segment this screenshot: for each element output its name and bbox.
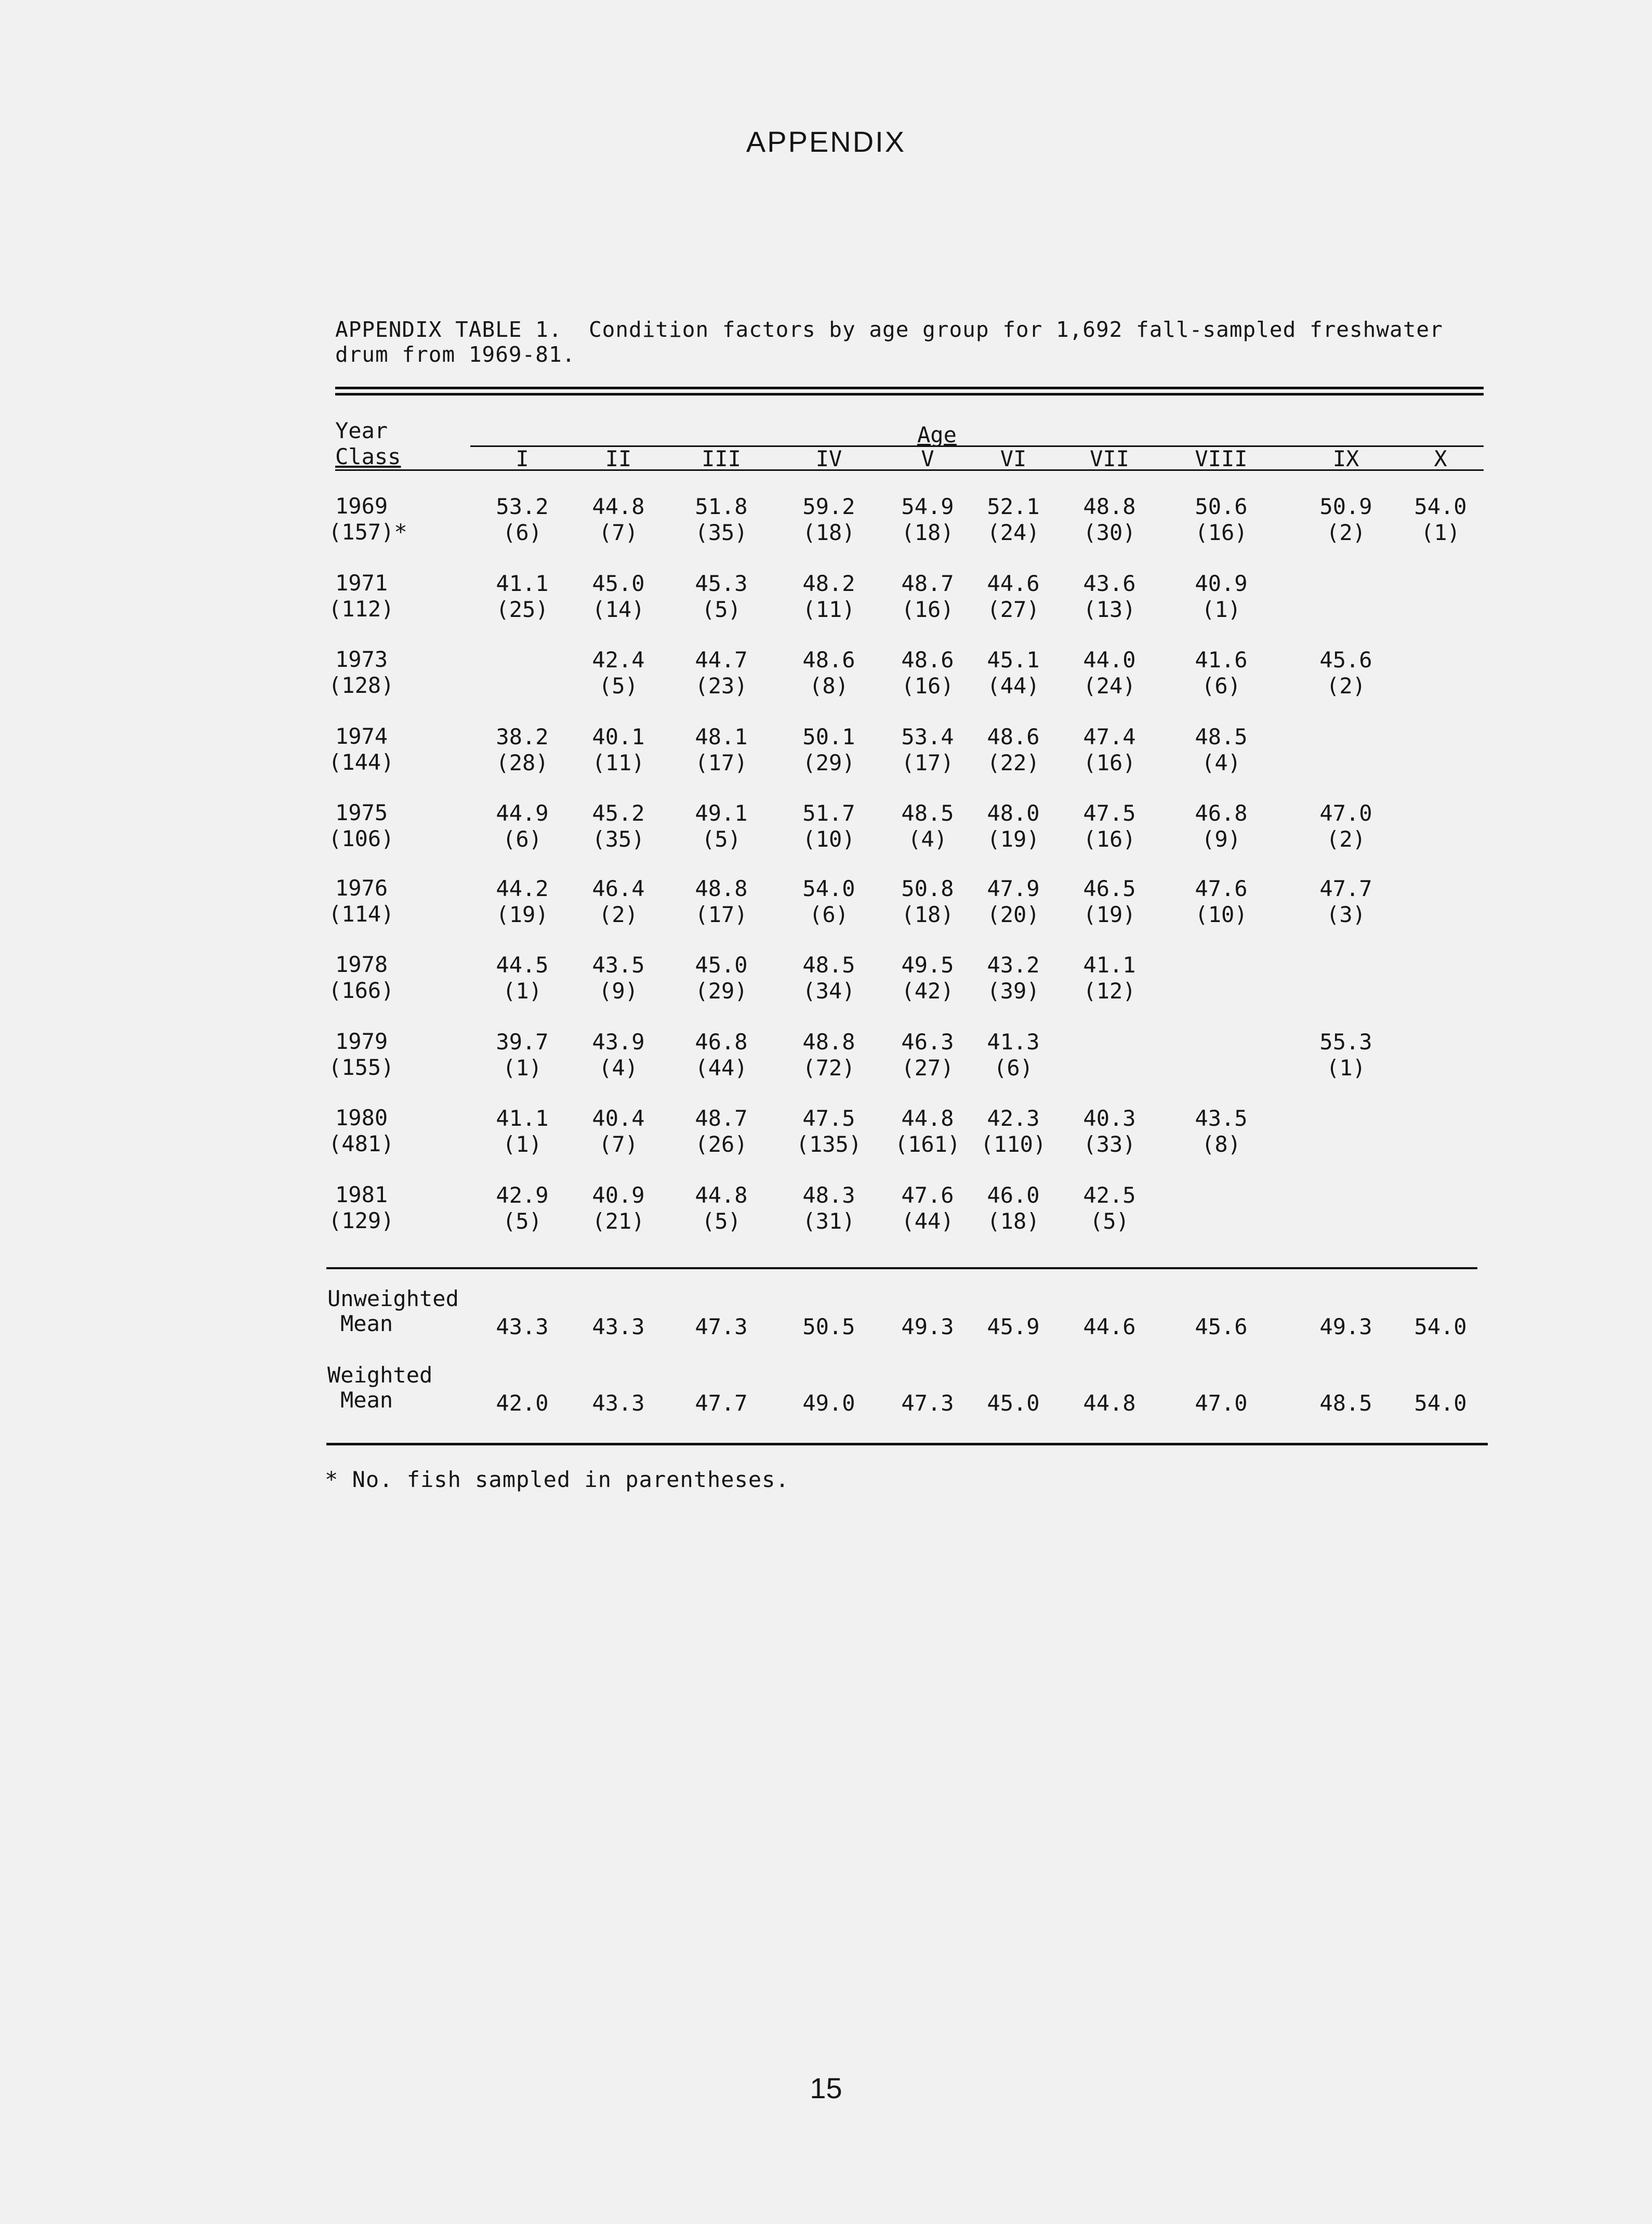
sample-count: (4): [1201, 750, 1241, 775]
sample-count: (10): [1195, 902, 1248, 927]
year-class-count: (166): [328, 978, 394, 1003]
sample-count: (18): [901, 520, 954, 545]
age-column-header: VIII: [1195, 446, 1248, 471]
condition-factor: 54.9: [901, 494, 954, 519]
condition-factor: 55.3: [1319, 1029, 1372, 1055]
mean-value: 47.0: [1195, 1390, 1248, 1416]
sample-count: (18): [901, 902, 954, 927]
sample-count: (34): [802, 978, 855, 1004]
year-class: 1980: [335, 1105, 388, 1130]
sample-count: (44): [901, 1208, 954, 1234]
condition-factor: 46.4: [592, 876, 645, 901]
condition-factor: 53.2: [496, 494, 549, 519]
sample-count: (161): [894, 1131, 961, 1157]
mean-value: 50.5: [802, 1314, 855, 1339]
sample-count: (10): [802, 826, 855, 852]
condition-factor: 42.5: [1083, 1182, 1136, 1208]
condition-factor: 48.7: [901, 571, 954, 596]
sample-count: (16): [1195, 520, 1248, 545]
sample-count: (35): [592, 826, 645, 852]
sample-count: (16): [1083, 826, 1136, 852]
condition-factor: 43.9: [592, 1029, 645, 1055]
sample-count: (135): [796, 1131, 862, 1157]
condition-factor: 47.4: [1083, 724, 1136, 749]
table-caption: APPENDIX TABLE 1. Condition factors by age group for 1,692 fall-sampled freshwater drum from 1969-81.: [335, 317, 1457, 367]
sample-count: (12): [1083, 978, 1136, 1004]
mean-label: Unweighted: [327, 1286, 459, 1311]
mean-label: Weighted: [327, 1362, 433, 1388]
age-header: Age: [917, 422, 957, 448]
sample-count: (8): [809, 673, 849, 699]
sample-count: (2): [1326, 826, 1366, 852]
condition-factor: 48.8: [802, 1029, 855, 1055]
bottom-rule: [326, 1443, 1488, 1445]
mean-value: 49.3: [1319, 1314, 1372, 1339]
top-double-rule-2: [335, 393, 1484, 396]
condition-factor: 44.5: [496, 952, 549, 978]
sample-count: (1): [503, 1131, 542, 1157]
sample-count: (20): [987, 902, 1040, 927]
condition-factor: 39.7: [496, 1029, 549, 1055]
mean-value: 42.0: [496, 1390, 549, 1416]
sample-count: (110): [980, 1131, 1047, 1157]
mean-value: 44.8: [1083, 1390, 1136, 1416]
condition-factor: 48.1: [695, 724, 748, 749]
sample-count: (44): [987, 673, 1040, 699]
year-class-count: (157)*: [328, 519, 407, 545]
condition-factor: 41.3: [987, 1029, 1040, 1055]
sample-count: (42): [901, 978, 954, 1004]
year-class: 1981: [335, 1182, 388, 1207]
condition-factor: 50.1: [802, 724, 855, 749]
page-heading: APPENDIX: [746, 125, 906, 158]
year-class: 1969: [335, 493, 388, 519]
condition-factor: 52.1: [987, 494, 1040, 519]
condition-factor: 48.6: [901, 647, 954, 673]
sample-count: (29): [802, 750, 855, 775]
age-column-header: II: [605, 446, 632, 471]
condition-factor: 59.2: [802, 494, 855, 519]
footnote: * No. fish sampled in parentheses.: [325, 1467, 789, 1492]
sample-count: (1): [503, 978, 542, 1004]
year-class: 1974: [335, 723, 388, 749]
sample-count: (1): [1326, 1055, 1366, 1081]
year-class-count: (129): [328, 1208, 394, 1233]
condition-factor: 43.6: [1083, 571, 1136, 596]
sample-count: (24): [987, 520, 1040, 545]
sample-count: (8): [1201, 1131, 1241, 1157]
condition-factor: 48.2: [802, 571, 855, 596]
sample-count: (5): [702, 597, 741, 622]
condition-factor: 40.9: [1195, 571, 1248, 596]
sample-count: (14): [592, 597, 645, 622]
sample-count: (27): [987, 597, 1040, 622]
year-class-count: (144): [328, 749, 394, 775]
condition-factor: 50.6: [1195, 494, 1248, 519]
condition-factor: 43.2: [987, 952, 1040, 978]
sample-count: (44): [695, 1055, 748, 1081]
mean-value: 47.3: [695, 1314, 748, 1339]
sample-count: (16): [901, 673, 954, 699]
year-class-count: (481): [328, 1131, 394, 1156]
sample-count: (5): [599, 673, 638, 699]
year-class-count: (114): [328, 901, 394, 927]
year-class: 1971: [335, 570, 388, 596]
condition-factor: 53.4: [901, 724, 954, 749]
condition-factor: 45.0: [592, 571, 645, 596]
condition-factor: 42.4: [592, 647, 645, 673]
condition-factor: 48.6: [802, 647, 855, 673]
age-column-header: I: [516, 446, 529, 471]
page-number: 15: [810, 2072, 842, 2104]
sample-count: (6): [1201, 673, 1241, 699]
condition-factor: 44.8: [695, 1182, 748, 1208]
condition-factor: 41.1: [1083, 952, 1136, 978]
condition-factor: 40.1: [592, 724, 645, 749]
age-column-header: VII: [1090, 446, 1129, 471]
year-class-count: (128): [328, 673, 394, 698]
condition-factor: 41.6: [1195, 647, 1248, 673]
condition-factor: 45.6: [1319, 647, 1372, 673]
age-column-header: IV: [815, 446, 842, 471]
sample-count: (27): [901, 1055, 954, 1081]
year-class-count: (106): [328, 826, 394, 851]
condition-factor: 47.9: [987, 876, 1040, 901]
sample-count: (5): [702, 826, 741, 852]
sample-count: (1): [503, 1055, 542, 1081]
year-class: 1975: [335, 800, 388, 825]
sample-count: (18): [802, 520, 855, 545]
sample-count: (2): [599, 902, 638, 927]
mean-value: 43.3: [592, 1314, 645, 1339]
sample-count: (39): [987, 978, 1040, 1004]
sample-count: (5): [702, 1208, 741, 1234]
condition-factor: 46.3: [901, 1029, 954, 1055]
mean-value: 47.7: [695, 1390, 748, 1416]
condition-factor: 51.8: [695, 494, 748, 519]
mean-value: 54.0: [1414, 1314, 1467, 1339]
sample-count: (7): [599, 1131, 638, 1157]
condition-factor: 44.8: [901, 1106, 954, 1131]
age-column-header: V: [921, 446, 934, 471]
condition-factor: 41.1: [496, 571, 549, 596]
sample-count: (72): [802, 1055, 855, 1081]
condition-factor: 51.7: [802, 800, 855, 826]
sample-count: (4): [908, 826, 947, 852]
age-column-header: VI: [1000, 446, 1027, 471]
condition-factor: 48.8: [1083, 494, 1136, 519]
sample-count: (6): [809, 902, 849, 927]
condition-factor: 42.9: [496, 1182, 549, 1208]
sample-count: (19): [987, 826, 1040, 852]
condition-factor: 45.2: [592, 800, 645, 826]
age-column-header: IX: [1332, 446, 1359, 471]
condition-factor: 43.5: [1195, 1106, 1248, 1131]
condition-factor: 44.8: [592, 494, 645, 519]
class-header: Class: [335, 444, 401, 469]
sample-count: (9): [599, 978, 638, 1004]
mean-value: 44.6: [1083, 1314, 1136, 1339]
condition-factor: 44.2: [496, 876, 549, 901]
age-column-header: III: [702, 446, 741, 471]
condition-factor: 49.1: [695, 800, 748, 826]
condition-factor: 48.6: [987, 724, 1040, 749]
condition-factor: 47.6: [901, 1182, 954, 1208]
year-header: Year: [335, 418, 388, 443]
condition-factor: 43.5: [592, 952, 645, 978]
condition-factor: 48.7: [695, 1106, 748, 1131]
condition-factor: 47.0: [1319, 800, 1372, 826]
sample-count: (26): [695, 1131, 748, 1157]
sample-count: (28): [496, 750, 549, 775]
sample-count: (19): [496, 902, 549, 927]
condition-factor: 50.9: [1319, 494, 1372, 519]
sample-count: (19): [1083, 902, 1136, 927]
sample-count: (13): [1083, 597, 1136, 622]
sample-count: (7): [599, 520, 638, 545]
condition-factor: 46.0: [987, 1182, 1040, 1208]
sample-count: (22): [987, 750, 1040, 775]
condition-factor: 48.0: [987, 800, 1040, 826]
year-class: 1976: [335, 875, 388, 901]
sample-count: (17): [901, 750, 954, 775]
condition-factor: 47.6: [1195, 876, 1248, 901]
mean-value: 43.3: [496, 1314, 549, 1339]
condition-factor: 44.9: [496, 800, 549, 826]
top-double-rule-1: [335, 387, 1484, 389]
mean-value: 45.0: [987, 1390, 1040, 1416]
mean-value: 54.0: [1414, 1390, 1467, 1416]
condition-factor: 46.8: [1195, 800, 1248, 826]
condition-factor: 54.0: [1414, 494, 1467, 519]
sample-count: (16): [1083, 750, 1136, 775]
age-column-header: X: [1434, 446, 1447, 471]
sample-count: (29): [695, 978, 748, 1004]
mean-label: Mean: [340, 1311, 393, 1336]
condition-factor: 50.8: [901, 876, 954, 901]
sample-count: (35): [695, 520, 748, 545]
sample-count: (23): [695, 673, 748, 699]
condition-factor: 48.3: [802, 1182, 855, 1208]
condition-factor: 44.7: [695, 647, 748, 673]
condition-factor: 44.0: [1083, 647, 1136, 673]
sample-count: (24): [1083, 673, 1136, 699]
condition-factor: 40.3: [1083, 1106, 1136, 1131]
mean-value: 45.9: [987, 1314, 1040, 1339]
sample-count: (31): [802, 1208, 855, 1234]
sample-count: (11): [802, 597, 855, 622]
year-class-count: (155): [328, 1055, 394, 1080]
sample-count: (6): [503, 826, 542, 852]
sample-count: (6): [994, 1055, 1033, 1081]
sample-count: (16): [901, 597, 954, 622]
condition-factor: 54.0: [802, 876, 855, 901]
sample-count: (17): [695, 902, 748, 927]
sample-count: (11): [592, 750, 645, 775]
year-class: 1979: [335, 1029, 388, 1054]
condition-factor: 46.8: [695, 1029, 748, 1055]
condition-factor: 47.7: [1319, 876, 1372, 901]
sample-count: (21): [592, 1208, 645, 1234]
condition-factor: 48.5: [802, 952, 855, 978]
mean-value: 45.6: [1195, 1314, 1248, 1339]
mean-value: 43.3: [592, 1390, 645, 1416]
condition-factor: 48.8: [695, 876, 748, 901]
sample-count: (1): [1201, 597, 1241, 622]
year-class: 1973: [335, 647, 388, 672]
condition-factor: 40.4: [592, 1106, 645, 1131]
sample-count: (1): [1421, 520, 1460, 545]
sample-count: (3): [1326, 902, 1366, 927]
sample-count: (6): [503, 520, 542, 545]
mean-value: 47.3: [901, 1390, 954, 1416]
condition-factor: 48.5: [1195, 724, 1248, 749]
condition-factor: 47.5: [802, 1106, 855, 1131]
mean-value: 49.0: [802, 1390, 855, 1416]
condition-factor: 38.2: [496, 724, 549, 749]
sample-count: (17): [695, 750, 748, 775]
sample-count: (18): [987, 1208, 1040, 1234]
mean-value: 48.5: [1319, 1390, 1372, 1416]
condition-factor: 45.3: [695, 571, 748, 596]
condition-factor: 47.5: [1083, 800, 1136, 826]
mean-value: 49.3: [901, 1314, 954, 1339]
condition-factor: 49.5: [901, 952, 954, 978]
sample-count: (5): [1090, 1208, 1129, 1234]
sample-count: (2): [1326, 520, 1366, 545]
condition-factor: 48.5: [901, 800, 954, 826]
sample-count: (5): [503, 1208, 542, 1234]
condition-factor: 45.0: [695, 952, 748, 978]
condition-factor: 46.5: [1083, 876, 1136, 901]
condition-factor: 41.1: [496, 1106, 549, 1131]
sample-count: (30): [1083, 520, 1136, 545]
condition-factor: 40.9: [592, 1182, 645, 1208]
year-class: 1978: [335, 952, 388, 977]
condition-factor: 44.6: [987, 571, 1040, 596]
year-class-count: (112): [328, 596, 394, 622]
condition-factor: 45.1: [987, 647, 1040, 673]
mean-label: Mean: [340, 1387, 393, 1413]
sample-count: (9): [1201, 826, 1241, 852]
sample-count: (2): [1326, 673, 1366, 699]
means-separator-rule: [326, 1267, 1477, 1269]
sample-count: (25): [496, 597, 549, 622]
condition-factor: 42.3: [987, 1106, 1040, 1131]
sample-count: (33): [1083, 1131, 1136, 1157]
sample-count: (4): [599, 1055, 638, 1081]
